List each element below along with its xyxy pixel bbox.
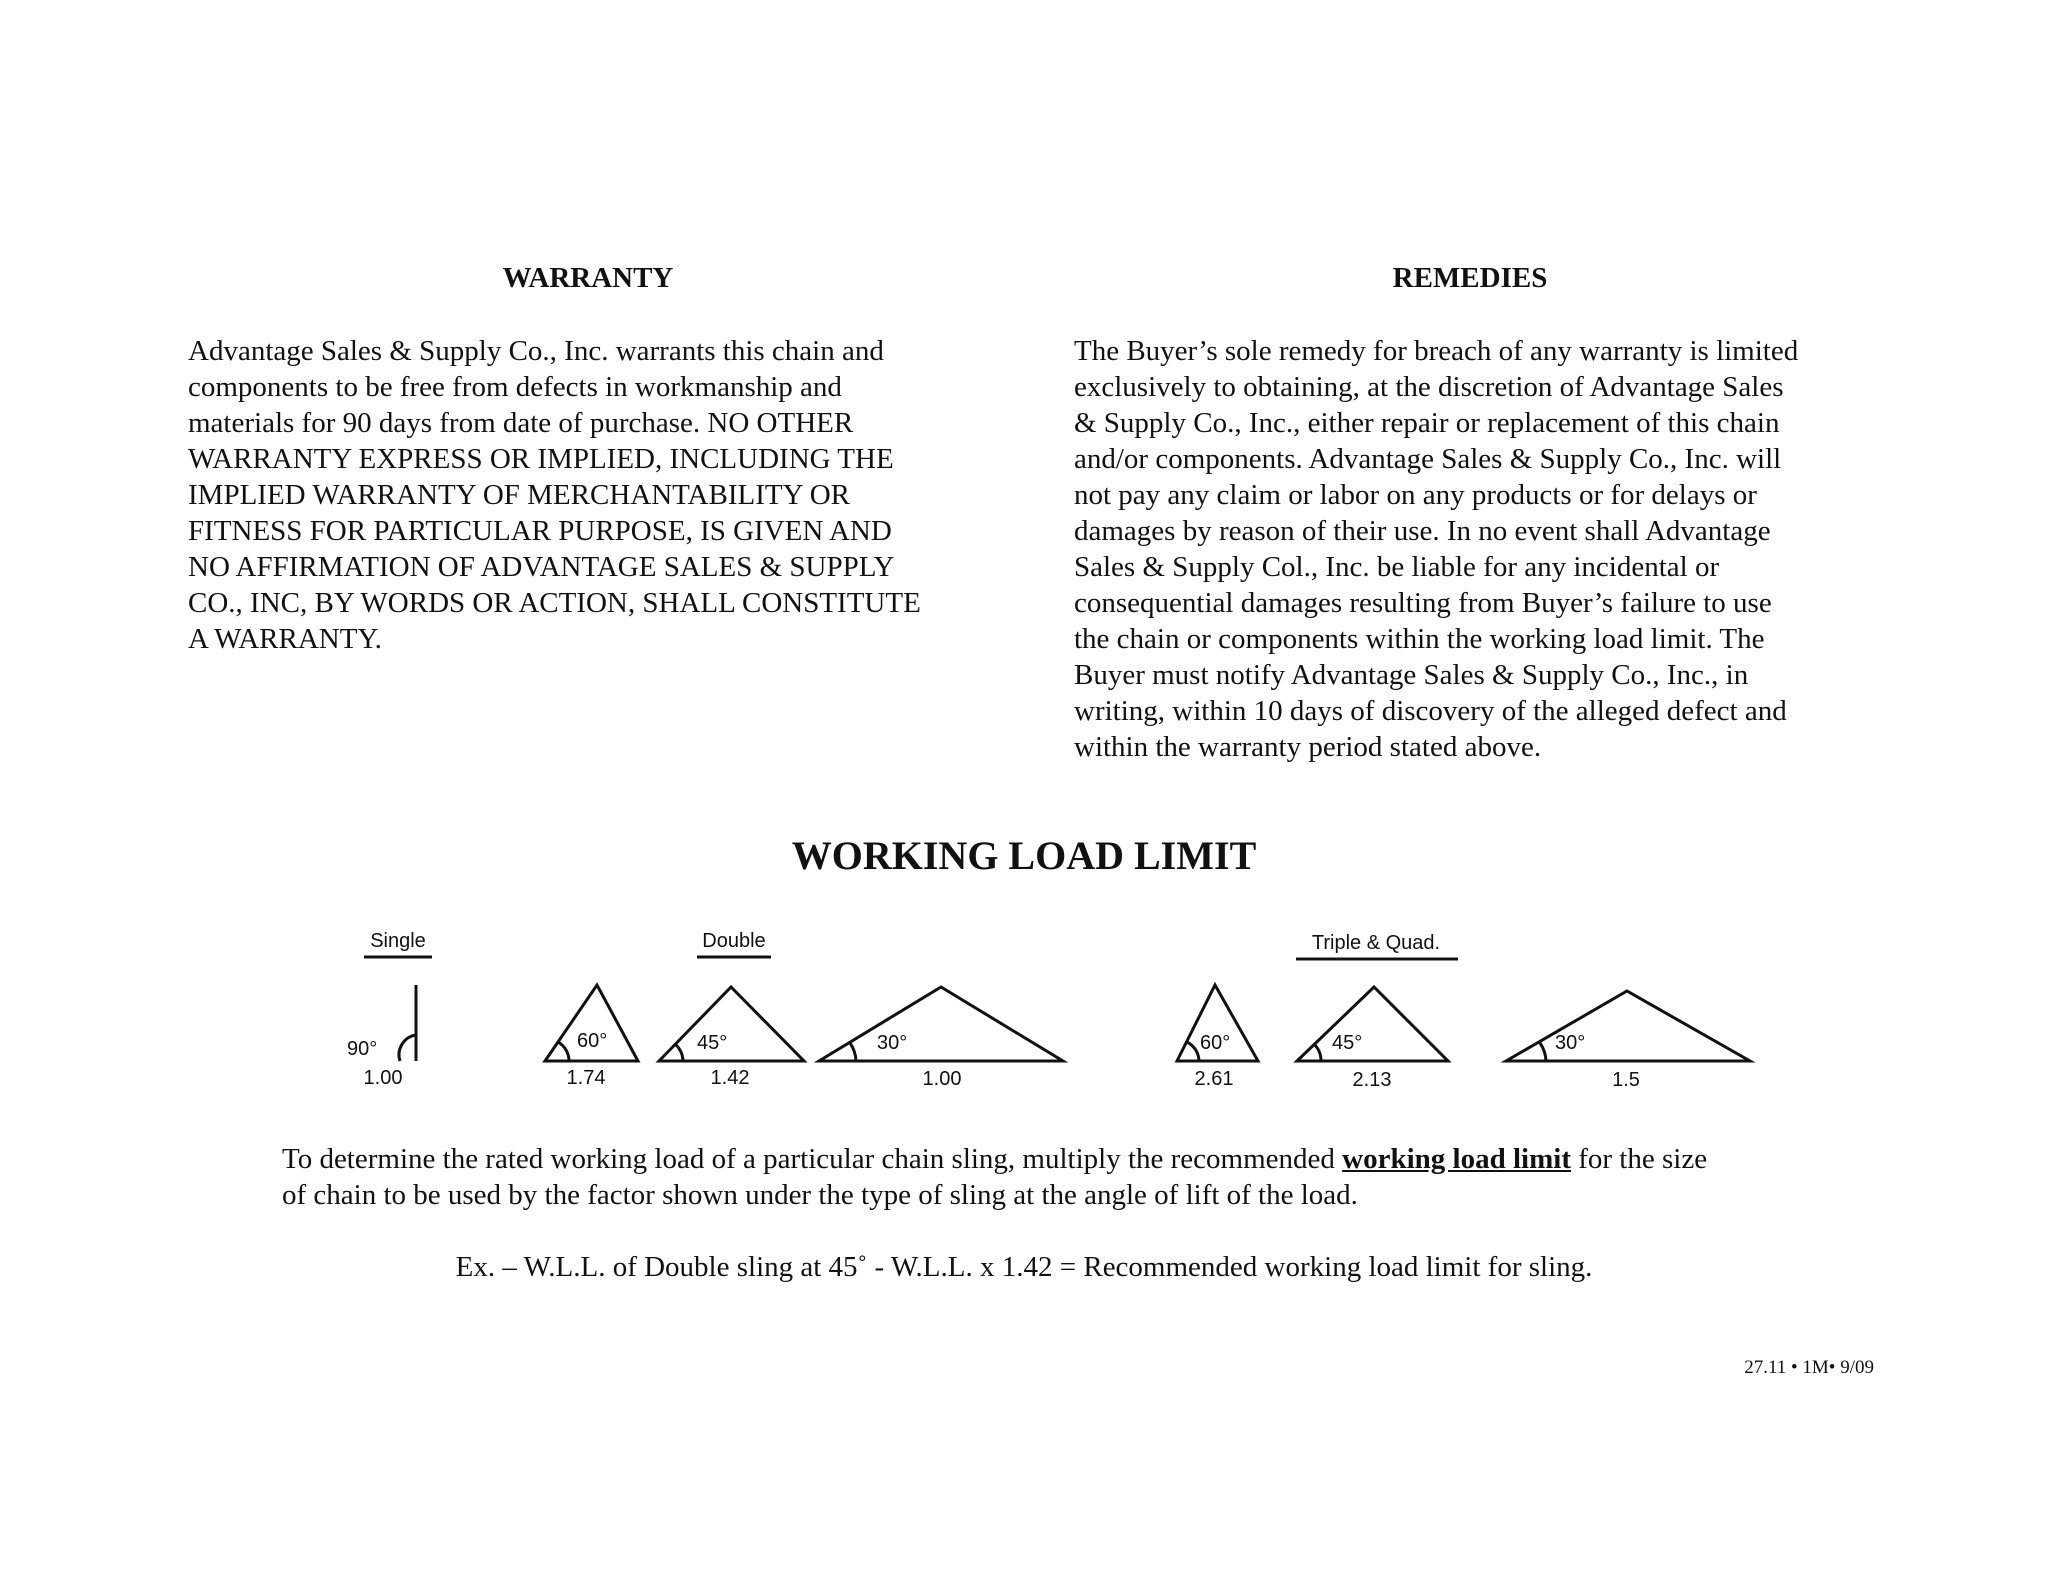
warranty-line: Advantage Sales & Supply Co., Inc. warrants this chain and	[188, 335, 884, 367]
warranty-heading: WARRANTY	[502, 262, 674, 294]
triple-60-angle: 60°	[1200, 1032, 1231, 1054]
remedies-line: & Supply Co., Inc., either repair or replacement of this chain	[1074, 407, 1780, 439]
warranty-line: WARRANTY EXPRESS OR IMPLIED, INCLUDING THE	[188, 443, 894, 475]
remedies-line: and/or components. Advantage Sales & Supply Co., Inc. will	[1074, 443, 1782, 475]
triple-30-arc	[1540, 1043, 1546, 1061]
double-60-factor: 1.74	[566, 1067, 606, 1089]
triple-45-arc	[1314, 1044, 1321, 1061]
working-load-limit-emphasis: working load limit	[1342, 1143, 1571, 1175]
sling-angle-diagram	[0, 920, 2048, 1100]
warranty-line: IMPLIED WARRANTY OF MERCHANTABILITY OR	[188, 479, 850, 511]
double-30-arc	[850, 1043, 856, 1061]
remedies-heading: REMEDIES	[1392, 262, 1548, 294]
warranty-line: materials for 90 days from date of purchase. NO OTHER	[188, 407, 854, 439]
remedies-line: writing, within 10 days of discovery of the alleged defect and	[1074, 695, 1787, 727]
warranty-line: NO AFFIRMATION OF ADVANTAGE SALES & SUPPLY	[188, 551, 895, 583]
single-90-angle: 90°	[347, 1038, 378, 1060]
remedies-line: not pay any claim or labor on any products or for delays or	[1074, 479, 1757, 511]
warranty-line: A WARRANTY.	[188, 623, 382, 655]
triple-45-factor: 2.13	[1352, 1069, 1392, 1091]
double-30-factor: 1.00	[922, 1068, 962, 1090]
double-45-arc	[675, 1044, 683, 1061]
single-angle-arc	[399, 1035, 416, 1061]
remedies-line: The Buyer’s sole remedy for breach of any warranty is limited	[1074, 335, 1799, 367]
triple-quad-label: Triple & Quad.	[1311, 932, 1441, 954]
single-90-factor: 1.00	[363, 1067, 403, 1089]
remedies-line: within the warranty period stated above.	[1074, 731, 1542, 763]
double-45-factor: 1.42	[710, 1067, 750, 1089]
remedies-line: Sales & Supply Col., Inc. be liable for any incidental or	[1074, 551, 1720, 583]
document-code: 27.11 • 1M• 9/09	[1744, 1357, 1874, 1378]
triple-60-arc	[1187, 1042, 1199, 1061]
warranty-line: components to be free from defects in workmanship and	[188, 371, 842, 403]
wll-instructions	[282, 1141, 1707, 1213]
double-30-triangle	[819, 987, 1063, 1061]
warranty-text	[188, 333, 921, 657]
warranty-line: FITNESS FOR PARTICULAR PURPOSE, IS GIVEN AND	[188, 515, 892, 547]
instruction-text: for the size	[1570, 1143, 1708, 1175]
instruction-line-2: of chain to be used by the factor shown under the type of sling at the angle of lift of the load.	[282, 1179, 1358, 1211]
double-60-arc	[558, 1042, 569, 1061]
remedies-line: consequential damages resulting from Buyer’s failure to use	[1074, 587, 1772, 619]
remedies-line: exclusively to obtaining, at the discretion of Advantage Sales	[1074, 371, 1784, 403]
instruction-line-1	[282, 1141, 1707, 1177]
remedies-line: the chain or components within the working load limit. The	[1074, 623, 1765, 655]
triple-45-angle: 45°	[1332, 1032, 1363, 1054]
remedies-line: Buyer must notify Advantage Sales & Supply Co., Inc., in	[1074, 659, 1749, 691]
double-60-angle: 60°	[577, 1030, 608, 1052]
wll-title: WORKING LOAD LIMIT	[791, 833, 1257, 878]
single-label: Single	[370, 930, 426, 952]
double-45-angle: 45°	[697, 1032, 728, 1054]
double-30-angle: 30°	[877, 1032, 908, 1054]
wll-example: Ex. – W.L.L. of Double sling at 45˚ - W.L.L. x 1.42 = Recommended working load limit for sling.	[455, 1251, 1593, 1283]
remedies-text	[1074, 333, 1798, 765]
double-label: Double	[702, 930, 766, 952]
remedies-line: damages by reason of their use. In no event shall Advantage	[1074, 515, 1771, 547]
warranty-line: CO., INC, BY WORDS OR ACTION, SHALL CONSTITUTE	[188, 587, 921, 619]
triple-30-angle: 30°	[1555, 1032, 1586, 1054]
instruction-text: To determine the rated working load of a particular chain sling, multiply the recommended	[282, 1143, 1343, 1175]
triple-30-factor: 1.5	[1612, 1069, 1640, 1091]
triple-60-factor: 2.61	[1194, 1068, 1234, 1090]
